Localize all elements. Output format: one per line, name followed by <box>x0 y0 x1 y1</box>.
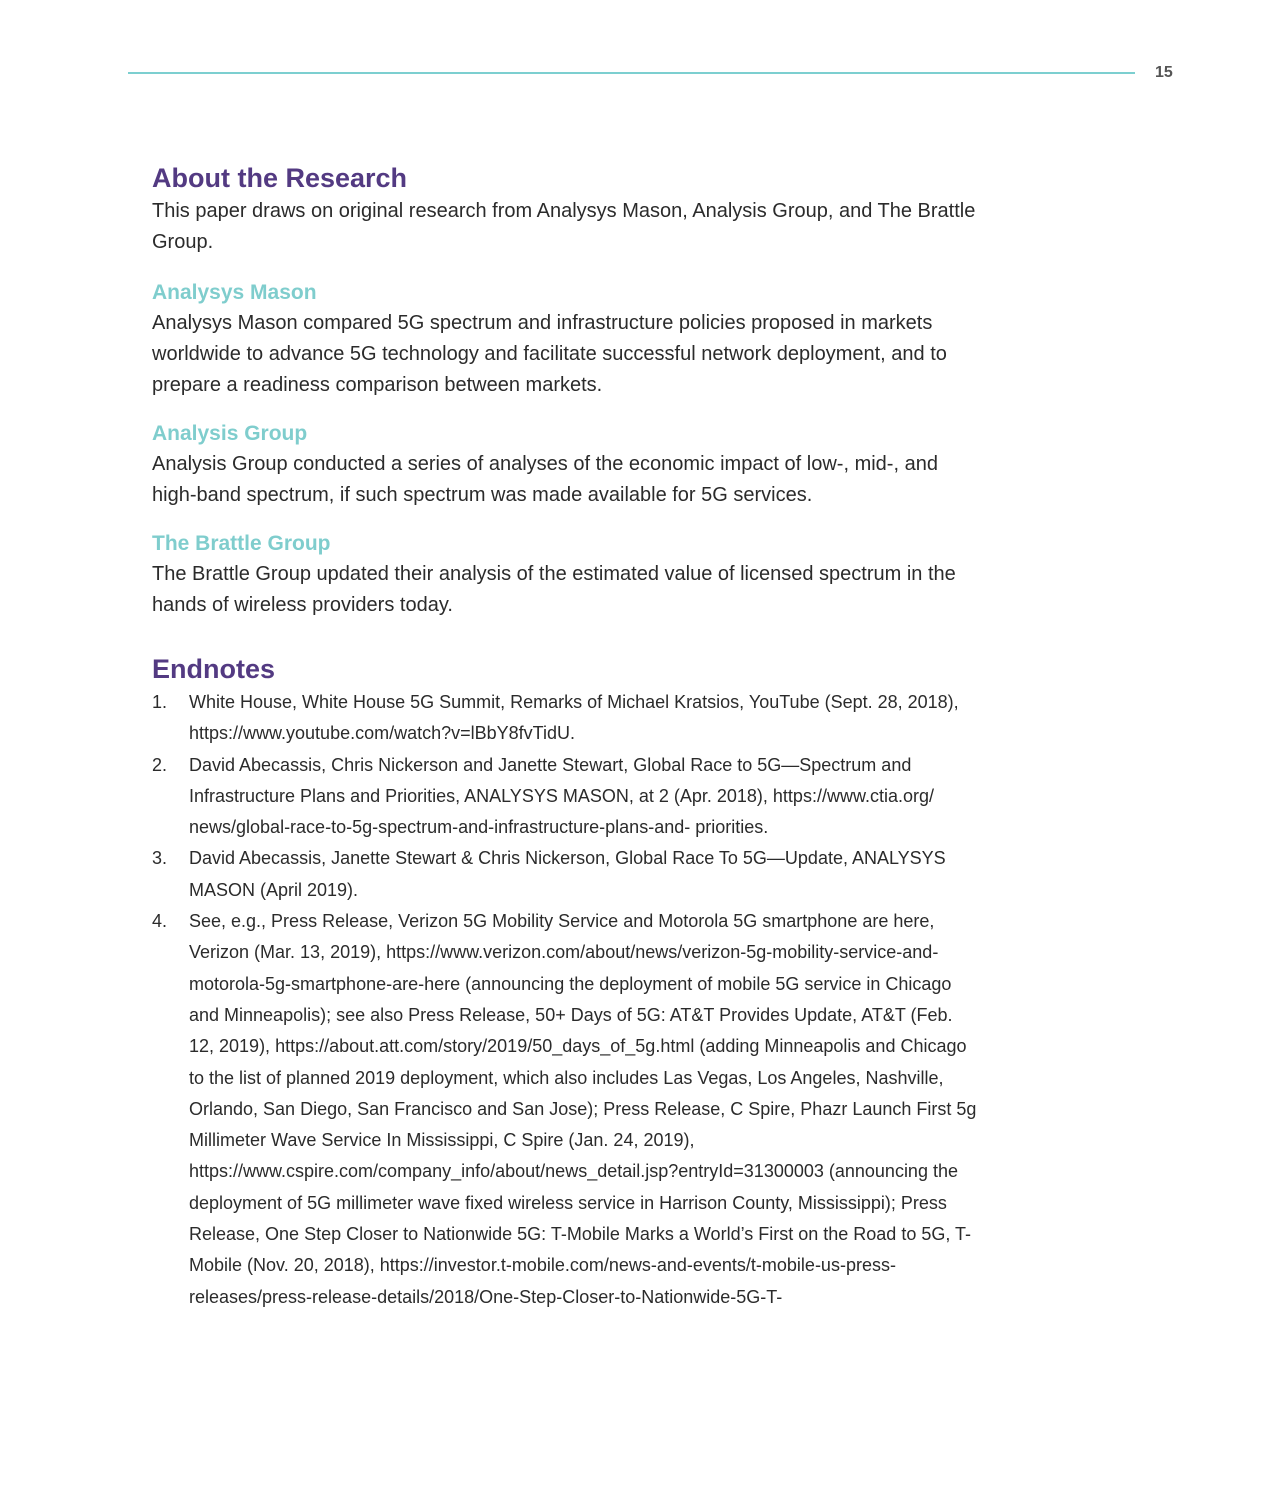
about-title: About the Research <box>152 163 408 193</box>
section-body: Analysys Mason compared 5G spectrum and infrastructure policies proposed in markets worldwide to advance 5G technology and facilitate successful network deployment, and to prepare a readiness comparison between markets. <box>152 312 947 396</box>
section-heading: Analysys Mason <box>152 281 317 304</box>
section-body: Analysis Group conducted a series of analyses of the economic impact of low-, mid-, and high-band spectrum, if such spectrum was made available for 5G services. <box>152 453 938 506</box>
endnote-number: 1. <box>152 692 168 712</box>
header-rule <box>128 72 1135 74</box>
endnote-item <box>152 687 982 750</box>
section-analysys-mason <box>152 278 982 401</box>
endnote-number: 3. <box>152 848 168 869</box>
endnote-item <box>152 750 982 844</box>
page-number: 15 <box>1155 64 1173 81</box>
endnote-text: See, e.g., Press Release, Verizon 5G Mobility Service and Motorola 5G smartphone are here, Verizon (Mar. 13, 2019), https://www.verizon.com/about/news/verizon-5g-mobility-service-and-motorola-5g-smartphone-are-here (announcing the deployment of mobile 5G service in Chicago and Minneapolis); see also Press Release, 50+ Days of 5G: AT&T Provides Update, AT&T (Feb. 12, 2019), https://about.att.com/story/2019/50_days_of_5g.html (adding Minneapolis and Chicago to the list of planned 2019 deployment, which also includes Las Vegas, Los Angeles, Nashville, Orlando, San Diego, San Francisco and San Jose); Press Release, C Spire, Phazr Launch First 5g Millimeter Wave Service In Mississippi, C Spire (Jan. 24, 2019), https://www.cspire.com/company_info/about/news_detail.jsp?entryId=31300003 (announcing the deployment of 5G millimeter wave fixed wireless service in Harrison County, Mississippi); Press Release, One Step Closer to Nationwide 5G: T-Mobile Marks a World’s First on the Road to 5G, T-Mobile (Nov. 20, 2018), https://investor.t-mobile.com/news-and-events/t-mobile-us-press-releases/press-release-details/2018/One-Step-Closer-to-Nationwide-5G-T- <box>189 911 977 1307</box>
page-content <box>152 160 982 1313</box>
endnote-item <box>152 843 982 906</box>
endnotes-title: Endnotes <box>152 654 276 684</box>
endnotes-list <box>152 687 982 1313</box>
endnote-text: White House, White House 5G Summit, Remarks of Michael Kratsios, YouTube (Sept. 28, 2018), https://www.youtube.com/watch?v=lBbY8fvTidU. <box>189 692 959 744</box>
endnote-text: David Abecassis, Janette Stewart & Chris Nickerson, Global Race To 5G—Update, ANALYSYS MASON (April 2019). <box>189 848 946 900</box>
endnote-item <box>152 906 982 1313</box>
endnote-number: 4. <box>152 911 168 932</box>
endnote-number: 2. <box>152 754 168 775</box>
section-analysis-group <box>152 419 982 511</box>
section-heading: Analysis Group <box>152 422 308 445</box>
section-body: The Brattle Group updated their analysis of the estimated value of licensed spectrum in the hands of wireless providers today. <box>152 563 956 616</box>
section-heading: The Brattle Group <box>152 532 331 555</box>
section-brattle-group <box>152 529 982 621</box>
endnote-text: David Abecassis, Chris Nickerson and Janette Stewart, Global Race to 5G—Spectrum and Infrastructure Plans and Priorities, ANALYSYS MASON, at 2 (Apr. 2018), https://www.ctia.org/ news/global-race-to-5g-spectrum-and-infrastructure-plans-and- priorities. <box>189 754 934 838</box>
about-intro: This paper draws on original research from Analysys Mason, Analysis Group, and The Brattle Group. <box>152 200 976 253</box>
